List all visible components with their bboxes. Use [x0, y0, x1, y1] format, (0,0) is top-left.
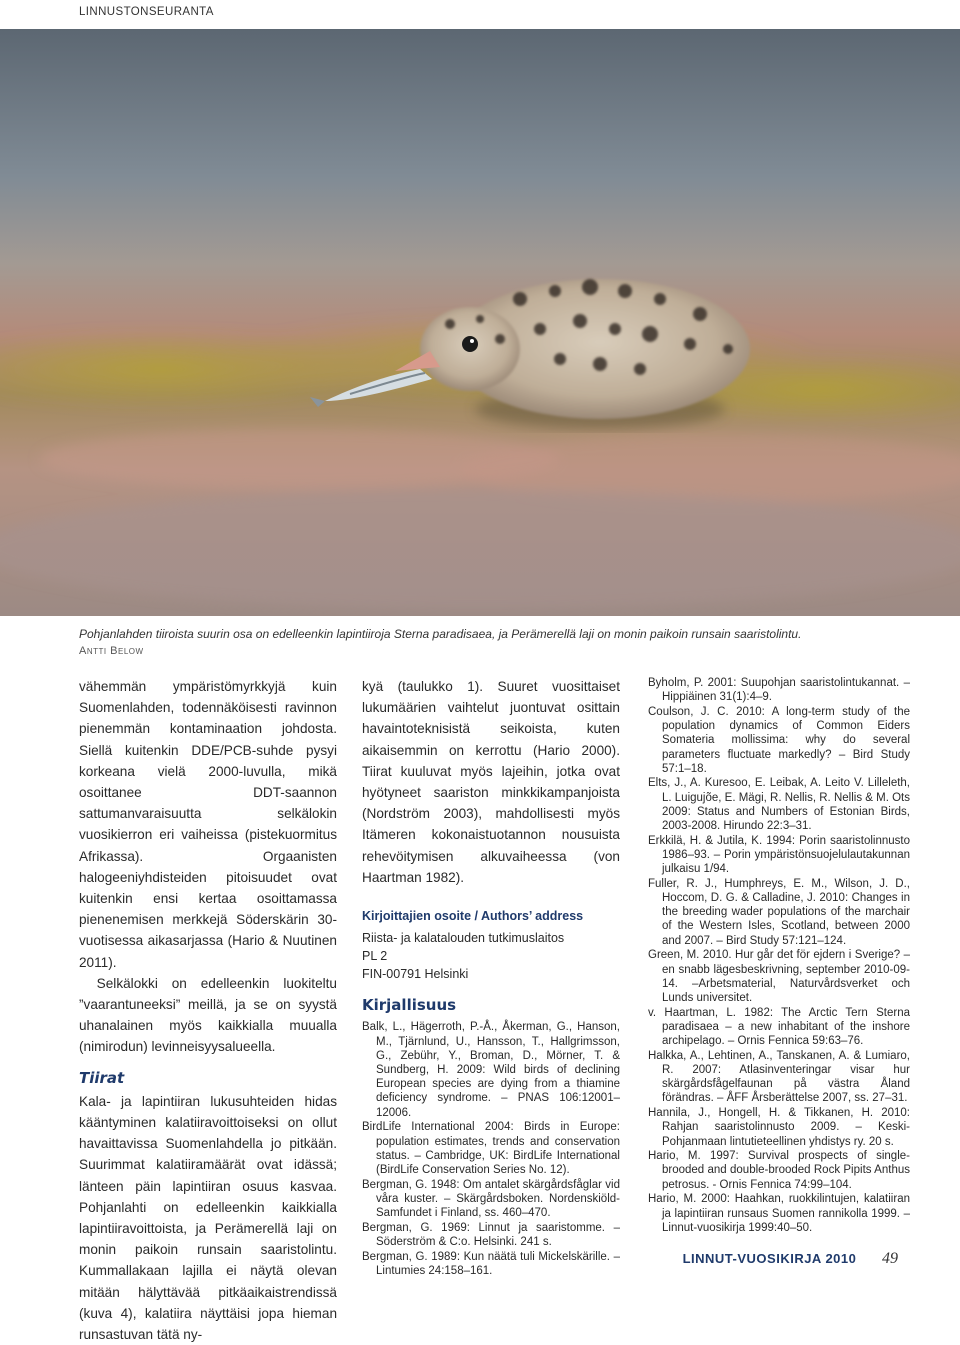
authors-address-title: Kirjoittajien osoite / Authors’ address [362, 909, 584, 924]
page-footer [683, 1250, 898, 1268]
reference-entry: Hannila, J., Hongell, H. & Tikkanen, H. 2010: Rahjan saaristolinnusto 2009. – Keski-Pohjanmaan lintutieteellinen yhdistys ry. 20 s. [648, 1107, 910, 1148]
reference-entry: Green, M. 2010. Hur går det för ejdern i Sverige? – en snabb lägesbeskrivning, september 2010-09-14. –Arbetsmaterial, Naturvårdsverket och Lunds universitet. [648, 949, 910, 1004]
reference-entry: Byholm, P. 2001: Suupohjan saaristolintukannat. – Hippiäinen 31(1):4–9. [648, 677, 910, 704]
page-number: 49 [882, 1250, 898, 1267]
photo-caption: Pohjanlahden tiiroista suurin osa on edelleenkin lapintiiroja Sterna paradisaea, ja Perämerellä laji on monin paikoin runsain saaristolintu. [79, 627, 802, 641]
column1-paragraph-1: vähemmän ympäristömyrkkyjä kuin Suomenlahden, todennäköisesti ravinnon pienemmän kontaminaation johdosta. Siellä kuitenkin DDE/PCB-suhde pysyi korkeana vielä 2000-luvulla, mikä osoittanee DDT-saannon sattumanvaraisuutta selkälokin vuosikierron eri vaiheissa (pistekuormitus Afrikassa). Orgaanisten halogeeniyhdisteiden pitoisuudet ovat kuitenkin ensi kertaa osoittamassa pienenemisen merkkejä Söderskärin 30-vuotisessa aikasarjassa (Hario & Nuutinen 2011). [79, 679, 337, 970]
photo-illustration [0, 29, 960, 616]
address-line: FIN-00791 Helsinki [362, 967, 469, 982]
journal-name: LINNUT-VUOSIKIRJA 2010 [682, 1251, 857, 1266]
photo-credit: Antti Below [79, 645, 144, 657]
reference-entry: Elts, J., A. Kuresoo, E. Leibak, A. Leito V. Lilleleth, L. Luigujõe, E. Mägi, R. Nellis, R. Nellis & M. Ots 2009: Status and Numbers of Estonian Birds, 2003-2008. Hirundo 22:3–31. [648, 777, 910, 833]
column-1 [79, 676, 337, 1345]
section-title-tiirat: Tiirat [79, 1068, 125, 1087]
reference-entry: Erkkilä, H. & Jutila, K. 1994: Porin saaristolinnusto 1986–93. – Porin ympäristönsuojelulautakunnan julkaisu 1/94. [648, 834, 910, 876]
reference-entry: Fuller, R. J., Humphreys, E. M., Wilson, J. D., Hoccom, D. G. & Calladine, J. 2010: Changes in the breeding wader populations of the marchair of the Western Isles, Scotland, between 2000 and 2007. – Bird Study 57:121–124. [648, 877, 910, 947]
address-line: Riista- ja kalatalouden tutkimuslaitos [362, 931, 565, 946]
reference-entry: v. Haartman, L. 1982: The Arctic Tern Sterna paradisaea – a new inhabitant of the inshore archipelago. – Ornis Fennica 59:63–76. [648, 1006, 910, 1048]
reference-entry: Bergman, G. 1969: Linnut ja saaristomme. – Söderström & C:o. Helsinki. 241 s. [362, 1221, 620, 1248]
reference-entry: Hario, M. 1997: Survival prospects of single-brooded and double-brooded Rock Pipits Anthus petrosus. - Ornis Fennica 74:99–104. [648, 1150, 910, 1191]
column1-paragraph-3: Kala- ja lapintiiran lukusuhteiden hidas kääntyminen kalatiiravoittoiseksi on ollut havaittavissa Suomenlahdella jo pitkään. Suurimmat kalatiiramäärät ovat idässä; länteen päin lapintiiran osuus kasvaa. Pohjanlahti on edelleenkin kaikkialla lapintiiravoittoista, ja Perämerellä laji on monin paikoin runsain saaristolintu. Kummallakaan lajilla ei näytä olevan mitään hälyttävää pitkäaikaistrendissä (kuva 4), kalatiira näyttäisi jopa hieman runsastuvan tätä ny- [79, 1093, 337, 1343]
reference-entry: Balk, L., Hägerroth, P.-Å., Åkerman, G., Hanson, M., Tjärnlund, U., Hansson, T., Hallgrimsson, G., Zebühr, Y., Broman, D., Mörner, T. & Sundberg, H. 2009: Wild birds of declining European species are dying from a thiamine deficiency syndrome. – PNAS 106:12001–12006. [362, 1021, 620, 1119]
tern-chick-photo [0, 29, 960, 616]
running-head: LINNUSTONSEURANTA [79, 6, 214, 18]
reference-entry: Bergman, G. 1989: Kun näätä tuli Mickelskärille. – Lintumies 24:158–161. [362, 1250, 620, 1277]
reference-entry: Coulson, J. C. 2010: A long-term study of the population dynamics of Common Eiders Somateria mollissima: why do several parameters fluctuate markedly? – Bird Study 57:1–18. [648, 705, 910, 775]
column-3 [648, 676, 910, 1235]
reference-entry: Hario, M. 2000: Haahkan, ruokkilintujen, kalatiiran ja lapintiiran runsaus Suomen rannikolla 1999. – Linnut-vuosikirja 1999:40–50. [648, 1193, 910, 1234]
address-line: PL 2 [362, 949, 388, 964]
column1-paragraph-2: Selkälokki on edelleenkin luokiteltu ”vaarantuneeksi” meillä, ja se on syystä uhanalainen myös kaikkialla muualla (nimirodun) levinneisyysalueella. [79, 975, 337, 1055]
column2-paragraph-1: kyä (taulukko 1). Suuret vuosittaiset lukumäärien vaihtelut juontuvat osittain havaintoteknisistä seikoista, kuten aikaisemmin on kerrottu (Hario 2000). Tiirat kuuluvat myös lajeihin, jotka ovat hyötyneet saariston minkkikampanjoista (Nordström 2003), mahdollisesti myös Itämeren kokonaistuotannon nousuista rehevöitymisen alkuvaiheessa (von Haartman 1982). [362, 679, 620, 885]
reference-entry: Bergman, G. 1948: Om antalet skärgårdsfåglar vid våra kuster. – Skärgårdsboken. Nordenskiöld-Samfundet i Finland, ss. 460–470. [362, 1178, 620, 1220]
reference-entry: Halkka, A., Lehtinen, A., Tanskanen, A. & Lumiaro, R. 2007: Atlasinventeringar visar hur skärgårdsfågelfaunan på västra Åland förändras. – ÅFF Årsberättelse 2007, ss. 27–31. [648, 1049, 910, 1105]
reference-entry: BirdLife International 2004: Birds in Europe: population estimates, trends and conservation status. – Cambridge, UK: BirdLife International (BirdLife Conservation Series No. 12). [362, 1121, 620, 1176]
references-title: Kirjallisuus [362, 996, 457, 1015]
column-2 [362, 676, 620, 1279]
